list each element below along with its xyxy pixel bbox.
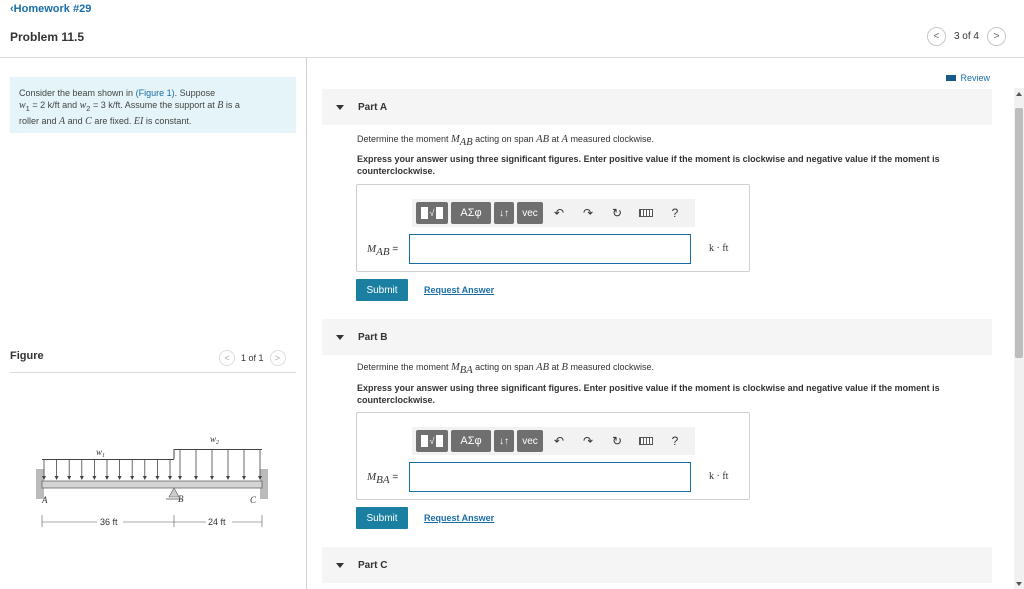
part-c-title: Part C <box>358 559 388 571</box>
load-arrowhead <box>143 476 147 480</box>
caret-down-icon <box>336 105 344 110</box>
w2-label: $w_2$ <box>210 434 220 446</box>
part-a-title: Part A <box>358 101 388 113</box>
caret-down-icon <box>336 563 344 568</box>
figure-heading: Figure <box>10 350 44 362</box>
w2-subscript: 2 <box>86 103 91 113</box>
load-arrowhead <box>155 476 159 480</box>
radical-icon: √ <box>429 208 435 218</box>
load-arrowhead <box>130 476 134 480</box>
math-toolbar <box>412 199 695 227</box>
header-divider <box>0 57 1024 58</box>
part-a-instructions: Express your answer using three significant figures. Enter positive value if the moment is clockwise and negative value if the moment is counterclockwise. <box>357 154 940 176</box>
load-arrowhead <box>168 476 172 480</box>
problem-text: is a <box>223 100 240 110</box>
span-ab-dimension: 36 ft <box>100 517 118 527</box>
math-toolbar <box>412 427 695 455</box>
figure-link[interactable]: (Figure 1) <box>135 88 175 98</box>
caret-down-icon <box>336 335 344 340</box>
radical-icon: √ <box>429 436 435 446</box>
figure-pager <box>219 350 286 366</box>
keyboard-shape <box>639 209 653 217</box>
load-arrowhead <box>226 476 230 480</box>
part-a-request-answer-link[interactable]: Request Answer <box>424 285 495 295</box>
review-label: Review <box>960 73 990 83</box>
w1-subscript: 1 <box>25 103 30 113</box>
load-arrowhead <box>210 476 214 480</box>
keyboard-icon[interactable] <box>633 202 659 224</box>
template-icon <box>436 435 443 447</box>
part-b-request-answer-link[interactable]: Request Answer <box>424 513 495 523</box>
help-icon[interactable]: ? <box>671 206 679 220</box>
point-c: C <box>85 115 92 127</box>
load-arrowhead <box>194 476 198 480</box>
ei-symbol: EI <box>133 115 144 127</box>
w1-symbol: w <box>19 100 26 111</box>
part-a-variable-label: $M_{AB}$ = <box>367 243 399 258</box>
greek-symbols-button[interactable]: ΑΣφ <box>451 430 491 452</box>
w1-label: $w_1$ <box>96 447 106 459</box>
greek-symbols-button[interactable]: ΑΣφ <box>451 202 491 224</box>
part-a-question: Determine the moment $M_{AB}$ acting on span AB at A measured clockwise. <box>357 134 654 148</box>
column-divider <box>306 58 307 589</box>
load-arrowhead <box>178 476 182 480</box>
scrollbar-thumb[interactable] <box>1015 108 1023 358</box>
problem-text: Consider the beam shown in <box>19 88 136 98</box>
part-a-answer-input[interactable] <box>409 234 691 264</box>
template-icon <box>421 435 428 447</box>
keyboard-icon[interactable] <box>633 430 659 452</box>
problem-pager <box>927 27 1006 46</box>
arrows-button[interactable]: ↓↑ <box>494 202 514 224</box>
chevron-left-icon: < <box>933 31 940 42</box>
chevron-right-icon: > <box>274 353 281 363</box>
load-arrowhead <box>80 476 84 480</box>
part-b-variable-label: $M_{BA}$ = <box>367 471 399 486</box>
problem-text: and <box>65 115 86 126</box>
problem-text: are fixed. <box>91 115 134 126</box>
reset-icon[interactable]: ↻ <box>611 206 623 220</box>
part-b-answer-box <box>356 412 750 500</box>
template-icon <box>421 207 428 219</box>
beam <box>42 481 262 488</box>
part-a-header[interactable] <box>322 89 992 125</box>
prev-problem-button[interactable] <box>927 27 946 46</box>
vector-button[interactable]: vec <box>517 202 543 224</box>
point-a: A <box>59 115 66 127</box>
back-to-homework-link[interactable] <box>10 3 91 15</box>
w2-load-line <box>174 449 262 450</box>
problem-text: is constant. <box>143 115 192 126</box>
w1-load-arrows <box>42 459 172 480</box>
back-link-label: Homework #29 <box>13 3 92 15</box>
part-a-submit-button[interactable]: Submit <box>356 279 408 301</box>
redo-icon[interactable]: ↷ <box>582 206 594 220</box>
part-b-question: Determine the moment $M_{BA}$ acting on span AB at B measured clockwise. <box>357 362 654 376</box>
chevron-left-icon: ‹ <box>10 3 14 15</box>
chevron-left-icon: < <box>224 353 230 363</box>
undo-icon[interactable]: ↶ <box>553 206 565 220</box>
load-arrowhead <box>242 476 246 480</box>
problem-title: Problem 11.5 <box>10 30 85 44</box>
templates-button[interactable] <box>416 430 448 452</box>
next-problem-button[interactable] <box>987 27 1006 46</box>
part-b-instructions: Express your answer using three significant figures. Enter positive value if the moment is clockwise and negative value if the moment is counterclockwise. <box>357 383 940 405</box>
figure-divider <box>10 372 296 373</box>
part-b-unit: k · ft <box>709 471 729 482</box>
load-arrowhead <box>92 476 96 480</box>
part-a-unit: k · ft <box>709 243 729 254</box>
redo-icon[interactable]: ↷ <box>582 434 594 448</box>
point-b: B <box>217 100 224 111</box>
w2-symbol: w <box>79 100 87 111</box>
templates-button[interactable] <box>416 202 448 224</box>
figure-pager-text: 1 of 1 <box>241 353 264 363</box>
label-point-b: B <box>178 494 184 504</box>
scroll-down-icon[interactable] <box>1016 582 1022 586</box>
undo-icon[interactable]: ↶ <box>553 434 565 448</box>
w2-load-arrows <box>178 449 262 480</box>
template-icon <box>436 207 443 219</box>
scroll-up-icon[interactable] <box>1016 92 1022 96</box>
load-arrowhead <box>118 476 122 480</box>
part-b-header[interactable] <box>322 319 992 355</box>
problem-statement <box>10 77 296 133</box>
chevron-right-icon: > <box>993 31 1000 42</box>
label-point-c: C <box>250 495 257 505</box>
beam-figure <box>30 425 280 535</box>
span-bc-dimension: 24 ft <box>208 517 226 527</box>
load-arrowhead <box>67 476 71 480</box>
problem-text: . Suppose <box>174 88 216 98</box>
next-figure-button[interactable] <box>270 350 286 366</box>
prev-figure-button[interactable] <box>219 350 235 366</box>
keyboard-shape <box>639 437 653 445</box>
problem-text: roller and <box>19 115 60 126</box>
part-b-submit-button[interactable]: Submit <box>356 507 408 529</box>
problem-text: = 3 k/ft. Assume the support at <box>90 100 218 110</box>
w1-load-line <box>42 459 174 460</box>
vector-button[interactable]: vec <box>517 430 543 452</box>
label-point-a: A <box>42 495 48 505</box>
problem-text: = 2 k/ft and <box>29 100 80 110</box>
reset-icon[interactable]: ↻ <box>611 434 623 448</box>
review-link[interactable] <box>946 73 990 83</box>
review-icon <box>946 75 956 81</box>
pager-text: 3 of 4 <box>953 31 979 42</box>
part-b-answer-input[interactable] <box>409 462 691 492</box>
help-icon[interactable]: ? <box>671 434 679 448</box>
part-a-answer-box <box>356 184 750 272</box>
part-b-title: Part B <box>358 331 388 343</box>
part-c-header[interactable] <box>322 547 992 583</box>
arrows-button[interactable]: ↓↑ <box>494 430 514 452</box>
load-arrowhead <box>55 476 59 480</box>
load-arrowhead <box>105 476 109 480</box>
